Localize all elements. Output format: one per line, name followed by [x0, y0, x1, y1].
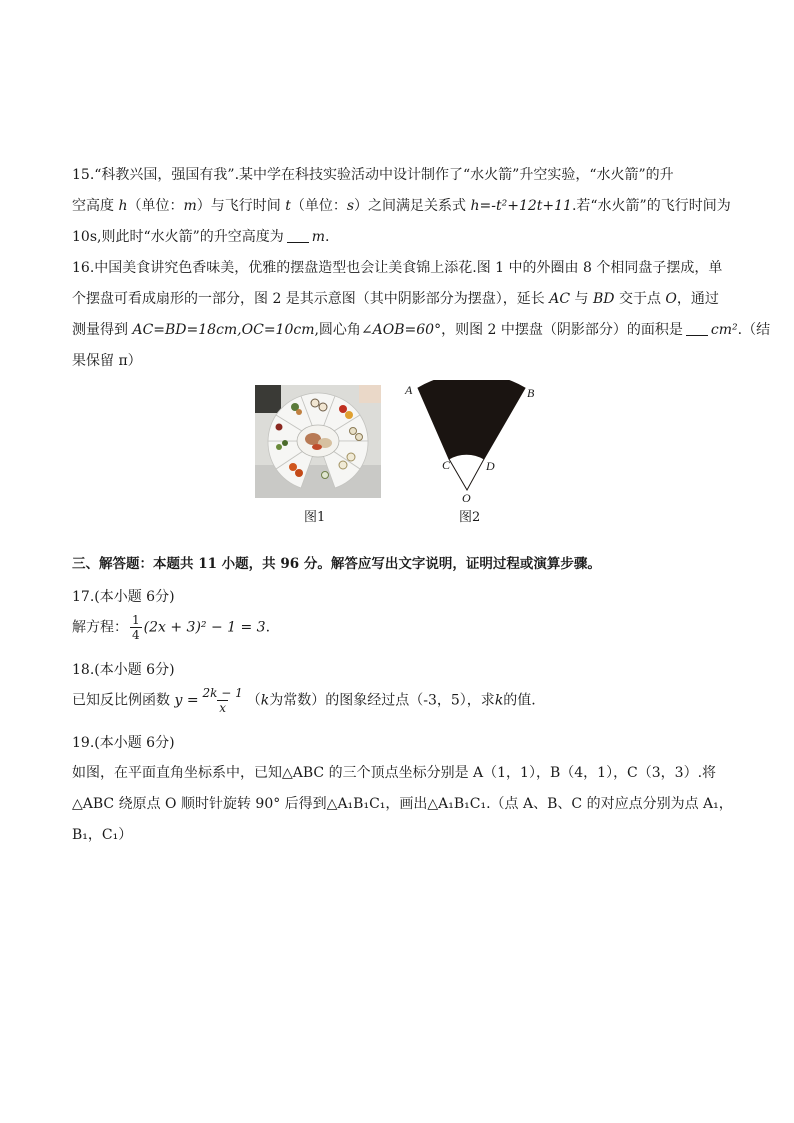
q18-fraction: $\frac{2k - 1}{x}$: [202, 686, 243, 715]
q15-line-2: 空高度 h（单位：m）与飞行时间 t（单位：s）之间满足关系式 h=-t²+12t+11.若“水火箭”的飞行时间为: [72, 198, 731, 214]
q15-line-1: 15.“科教兴国，强国有我”.某中学在科技实验活动中设计制作了“水火箭”升空实验，“水火箭”的升: [72, 167, 674, 183]
sector-outline: [449, 454, 484, 490]
q15-formula: h=-t²+12t+11: [470, 198, 572, 214]
q17-fraction: $\frac{1}{4}$: [132, 613, 140, 642]
q19-body: [72, 758, 733, 851]
plate-illustration: [255, 385, 381, 498]
shaded-sector: [418, 380, 525, 459]
q16-line-4: 果保留 π）: [72, 353, 142, 369]
q17-title: 17.(本小题 6分): [72, 589, 175, 605]
fig1-caption: 图1: [304, 510, 326, 525]
q19-line-1: 如图，在平面直角坐标系中，已知△ABC 的三个顶点坐标分别是 A（1，1），B（4，1），C（3，3）.将: [72, 765, 717, 781]
label-c: C: [442, 458, 451, 472]
q17-body: 解方程： $\frac{1}{4}$ (2x + 3)² − 1 = 3.: [72, 613, 271, 642]
fig2-diagram: [400, 380, 540, 509]
q15-answer-blank[interactable]: [287, 228, 309, 243]
q16-answer-blank[interactable]: [686, 321, 708, 336]
q16-line-3: 测量得到 AC=BD=18cm,OC=10cm,圆心角∠AOB=60°，则图 2 中摆盘（阴影部分）的面积是 cm².（结: [72, 322, 771, 338]
q16-line-2: 个摆盘可看成扇形的一部分，图 2 是其示意图（其中阴影部分为摆盘），延长 AC 与 BD 交于点 O，通过: [72, 291, 719, 307]
fig1-plate-photo: [255, 385, 381, 498]
fig2-caption: 图2: [459, 510, 481, 525]
q19-line-3: B₁，C₁）: [72, 827, 133, 843]
label-b: B: [527, 386, 535, 400]
label-a: A: [405, 383, 413, 397]
q19-title: 19.(本小题 6分): [72, 735, 175, 751]
label-o: O: [462, 491, 471, 505]
question-16: [72, 253, 771, 377]
q15-line-3: 10s,则此时“水火箭”的升空高度为 m.: [72, 229, 330, 245]
q16-line-1: 16.中国美食讲究色香味美，优雅的摆盘造型也会让美食锦上添花.图 1 中的外圈由 8 个相同盘子摆成，单: [72, 260, 723, 276]
q18-title: 18.(本小题 6分): [72, 662, 175, 678]
label-d: D: [486, 459, 495, 473]
q19-line-2: △ABC 绕原点 O 顺时针旋转 90° 后得到△A₁B₁C₁，画出△A₁B₁C₁.（点 A、B、C 的对应点分别为点 A₁，: [72, 796, 733, 812]
question-15: [72, 160, 731, 253]
section-3-heading: 三、解答题：本题共 11 小题，共 96 分。解答应写出文字说明，证明过程或演算步骤。: [72, 556, 601, 572]
q18-body: 已知反比例函数 y = $\frac{2k - 1}{x}$ （k为常数）的图象经过点（-3，5），求k的值.: [72, 686, 536, 715]
